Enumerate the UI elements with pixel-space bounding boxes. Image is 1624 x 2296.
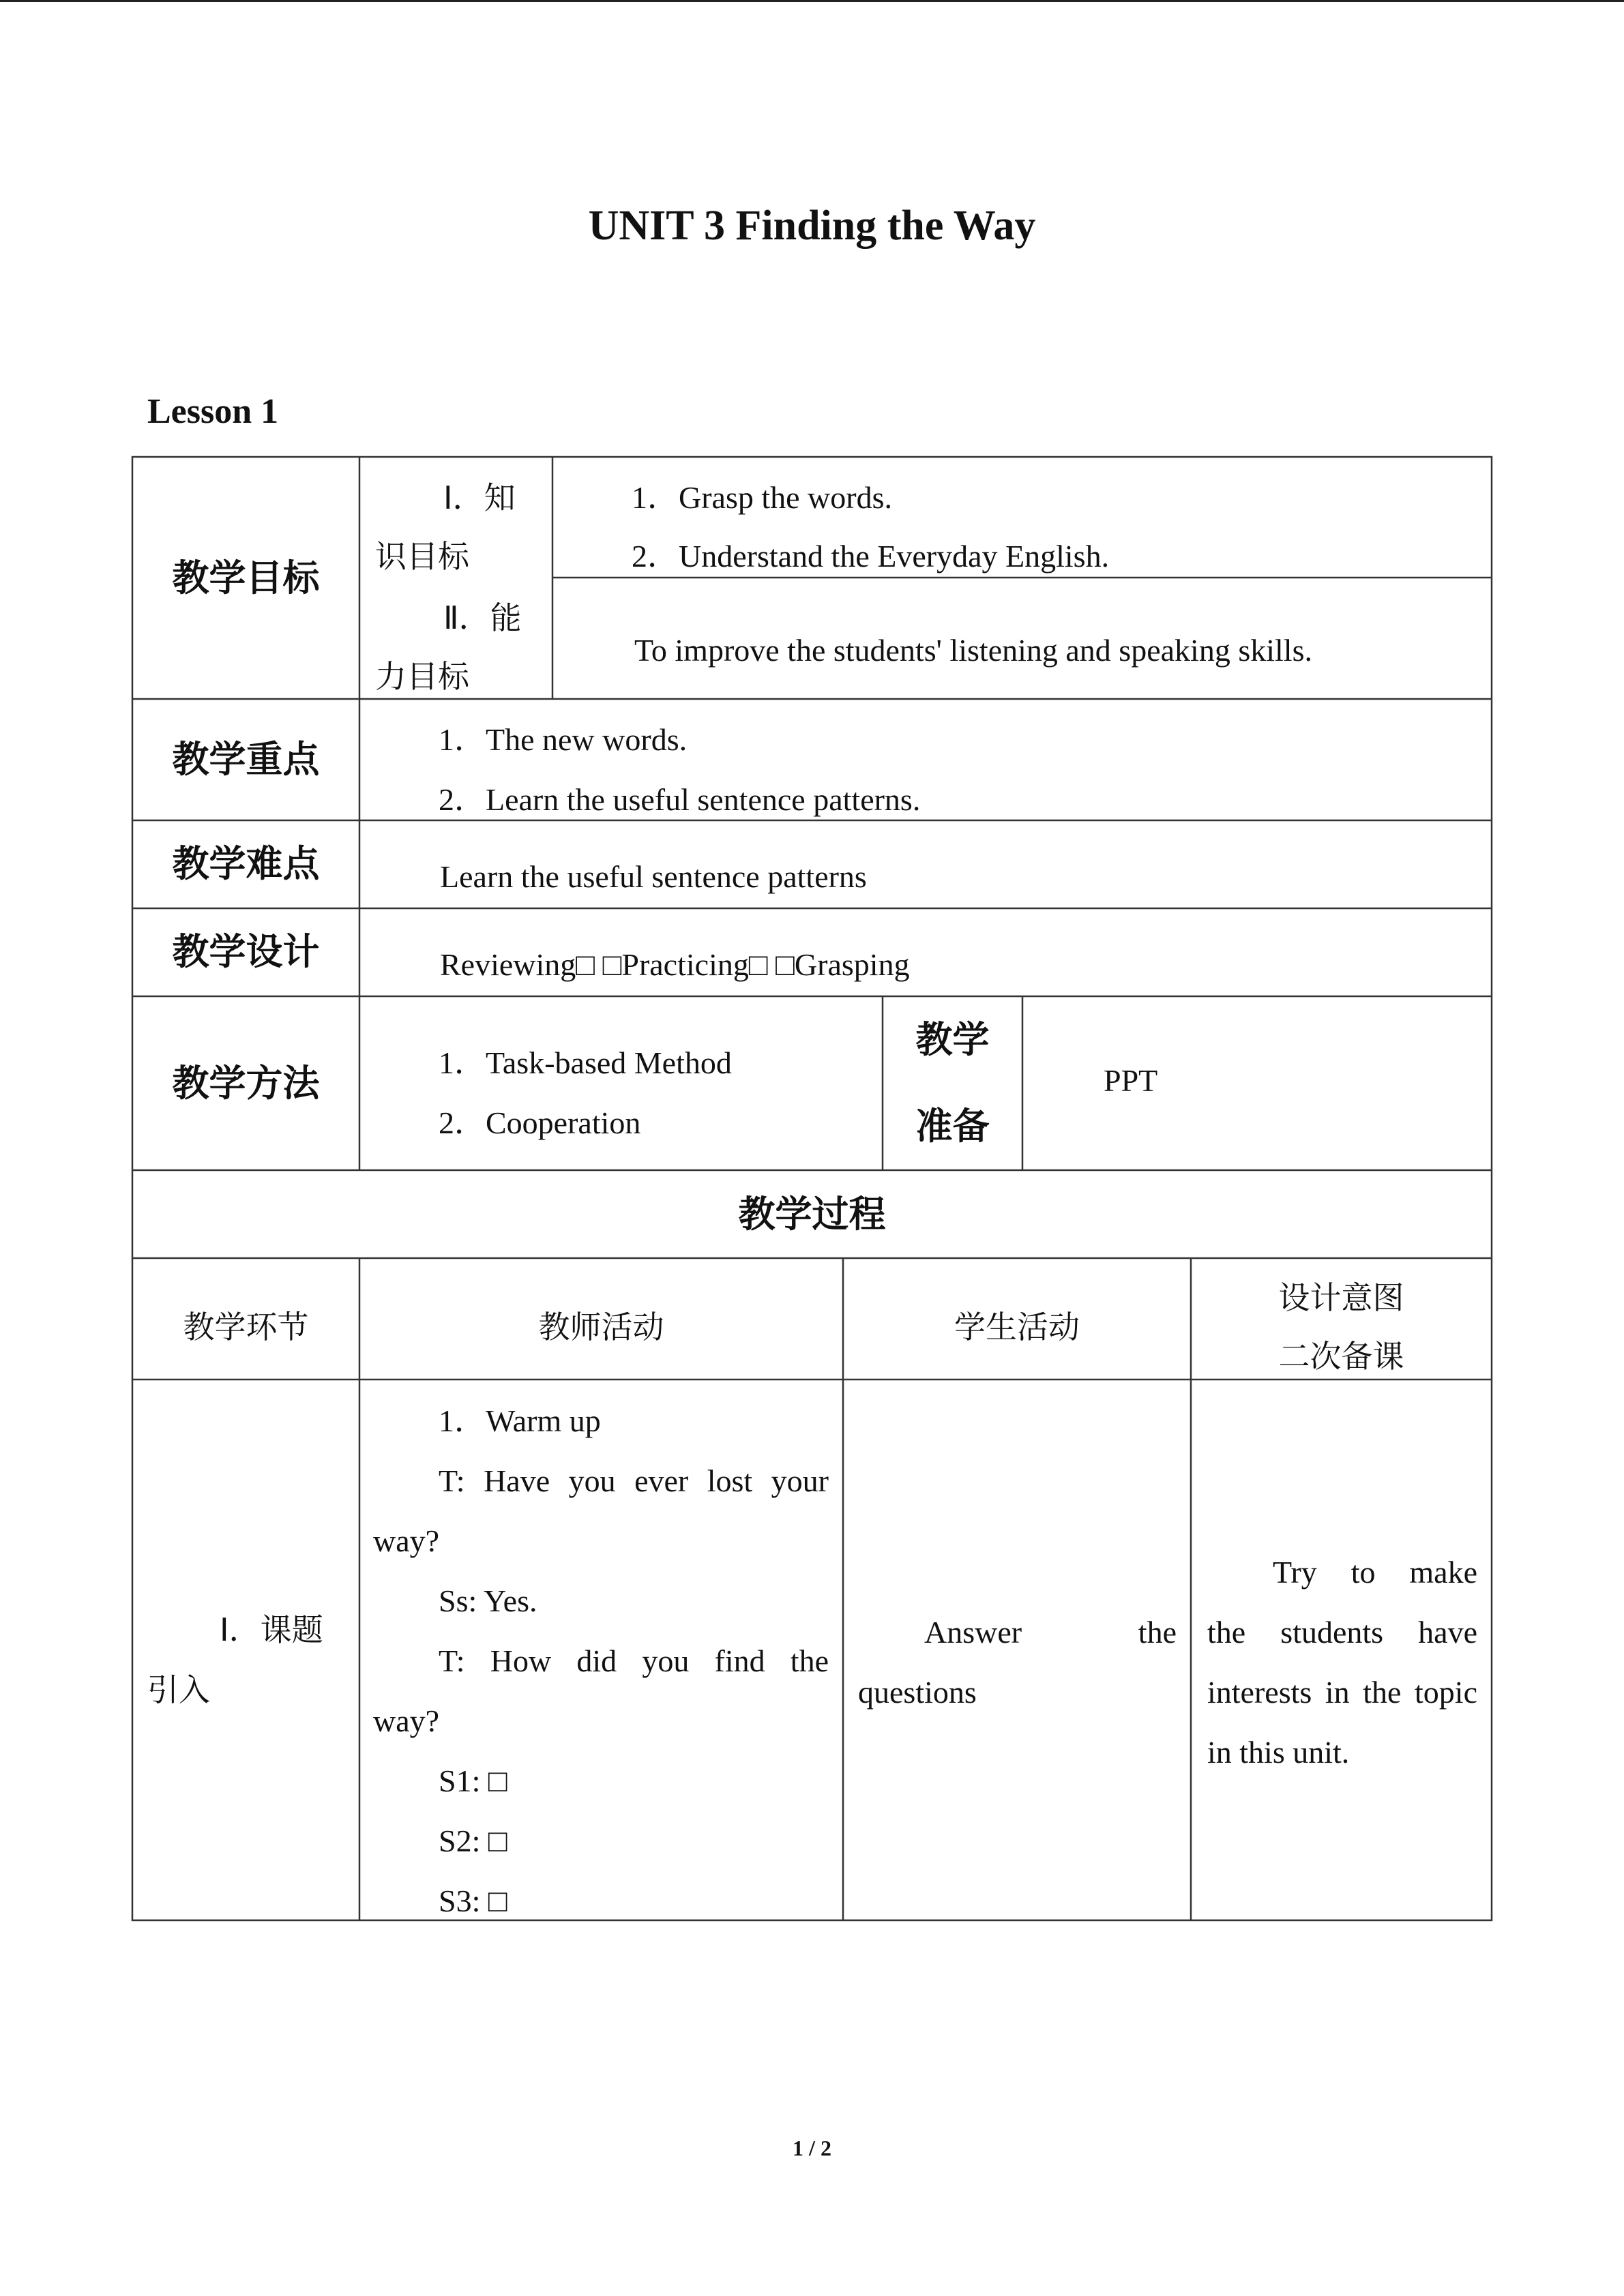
preparation-value: PPT [1104, 1063, 1158, 1098]
knowledge-goal-item: 1．Grasp the words. [632, 480, 892, 515]
method-item: 1．Task-based Method [439, 1045, 732, 1080]
ability-goal-label: Ⅱ．能 [443, 599, 522, 636]
knowledge-goal-item: 2．Understand the Everyday English. [632, 539, 1110, 573]
design-intent-line: in this unit. [1207, 1735, 1350, 1770]
ability-goal-label: 力目标 [375, 658, 469, 695]
teacher-activity-line: T: How did you find the [439, 1643, 829, 1678]
teacher-activity-line: way? [373, 1523, 440, 1558]
column-header-revision: 二次备课 [1278, 1338, 1404, 1375]
teacher-activity-line: S3: □ [439, 1883, 507, 1918]
teacher-activity-line: T: Have you ever lost your [439, 1463, 829, 1498]
objectives-label: 教学目标 [172, 556, 320, 599]
difficulties-text: Learn the useful sentence patterns [440, 859, 867, 894]
design-intent-line: the students have [1207, 1615, 1477, 1650]
column-header-teacher: 教师活动 [538, 1309, 664, 1345]
column-header-student: 学生活动 [954, 1309, 1080, 1345]
method-item: 2．Cooperation [439, 1105, 641, 1140]
key-point-item: 2．Learn the useful sentence patterns. [439, 782, 921, 817]
design-text: Reviewing□ □Practicing□ □Grasping [440, 947, 910, 982]
design-intent-line: interests in the topic [1207, 1675, 1477, 1710]
teacher-activity-line: Ss: Yes. [439, 1583, 537, 1618]
column-header-intent: 设计意图 [1278, 1279, 1404, 1316]
methods-label: 教学方法 [172, 1062, 320, 1105]
page-number: 1 / 2 [793, 2136, 831, 2160]
stage-name: Ⅰ．课题 [220, 1611, 323, 1648]
design-intent-line: Try to make [1273, 1555, 1477, 1590]
page-title: UNIT 3 Finding the Way [588, 203, 1036, 249]
preparation-label: 准备 [915, 1105, 990, 1148]
teacher-activity-line: 1．Warm up [439, 1403, 601, 1438]
ability-goal-text: To improve the students' listening and speaking skills. [634, 633, 1312, 668]
teacher-activity-line: S1: □ [439, 1763, 507, 1798]
page-top-rule [0, 0, 1624, 2]
design-label: 教学设计 [172, 930, 320, 973]
teacher-activity-line: S2: □ [439, 1823, 507, 1858]
student-activity-line: Answer the [924, 1615, 1177, 1650]
preparation-label: 教学 [915, 1018, 990, 1061]
stage-name: 引入 [147, 1671, 210, 1708]
key-point-item: 1．The new words. [439, 722, 688, 757]
column-header-stage: 教学环节 [183, 1309, 309, 1345]
lesson-heading: Lesson 1 [147, 392, 279, 431]
student-activity-line: questions [858, 1675, 977, 1710]
knowledge-goal-label: Ⅰ．知 [443, 479, 516, 516]
process-heading: 教学过程 [738, 1193, 886, 1236]
key-points-label: 教学重点 [172, 738, 320, 781]
difficulties-label: 教学难点 [172, 842, 320, 885]
teacher-activity-line: way? [373, 1703, 440, 1738]
knowledge-goal-label: 识目标 [375, 538, 469, 575]
